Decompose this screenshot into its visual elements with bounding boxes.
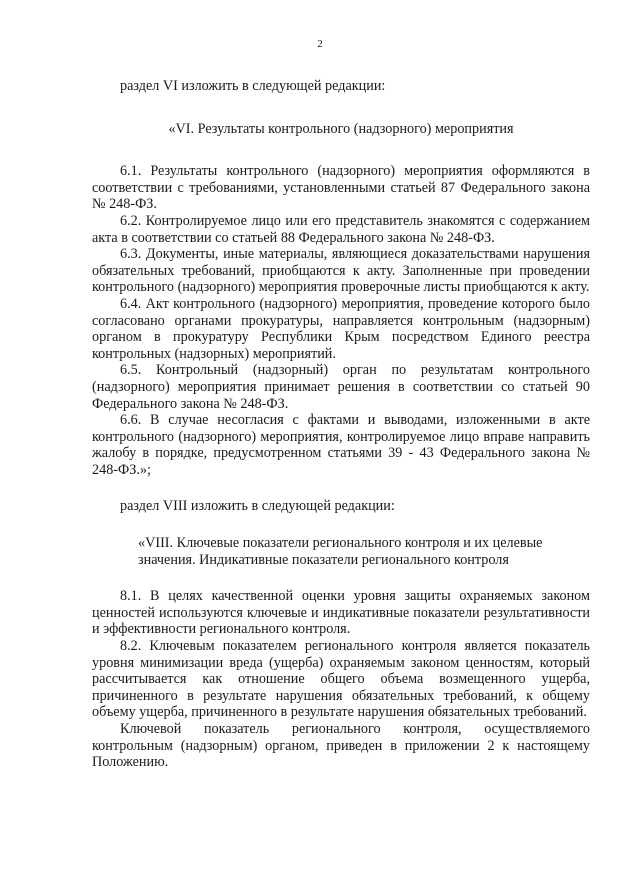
paragraph-6-5: 6.5. Контрольный (надзорный) орган по результатам контрольного (надзорного) мероприятия принимает решения в соответствии со статьей 90 Федерального закона № 248-ФЗ. [92, 362, 590, 412]
section8-intro: раздел VIII изложить в следующей редакции: [120, 498, 395, 515]
paragraph-6-4: 6.4. Акт контрольного (надзорного) мероприятия, проведение которого было согласовано органами прокуратуры, направляется контрольным (надзорным) органом в прокуратуру Республики Крым посредством Единого реестра контрольных (надзорных) мероприятий. [92, 295, 590, 362]
paragraph-6-1: 6.1. Результаты контрольного (надзорного) мероприятия оформляются в соответствии с требованиями, установленными статьей 87 Федерального закона № 248-ФЗ. [92, 163, 590, 213]
paragraph-6-6: 6.6. В случае несогласия с фактами и выводами, изложенными в акте контрольного (надзорного) мероприятия, контролируемое лицо вправе направить жалобу в порядке, предусмотренном статьями 39 - 43 Федерального закона № 248-ФЗ.»; [92, 412, 590, 478]
paragraph-8-1: 8.1. В целях качественной оценки уровня защиты охраняемых законом ценностей используются ключевые и индикативные показатели результативности и эффективности регионального контроля. [92, 588, 590, 638]
paragraph-6-3: 6.3. Документы, иные материалы, являющиеся доказательствами нарушения обязательных требований, приобщаются к акту. Заполненные при проведении контрольного (надзорного) мероприятия проверочные листы приобщаются к акту. [92, 246, 590, 296]
document-body [92, 78, 590, 771]
section6-heading: «VI. Результаты контрольного (надзорного) мероприятия [168, 120, 514, 137]
paragraph-8-2: 8.2. Ключевым показателем регионального контроля является показатель уровня минимизации вреда (ущерба) охраняемым законом ценностям, который рассчитывается как отношение общего объема возмещенного ущерба, причиненного в результате нарушения обязательных требований, к общему объему ущерба, причиненного в результате нарушения обязательных требований. [92, 638, 590, 721]
paragraph-6-2: 6.2. Контролируемое лицо или его представитель знакомятся с содержанием акта в соответствии со статьей 88 Федерального закона № 248-ФЗ. [92, 212, 590, 246]
paragraph-8-3: Ключевой показатель регионального контроля, осуществляемого контрольным (надзорным) органом, приведен в приложении 2 к настоящему Положению. [92, 721, 590, 771]
page-number: 2 [317, 38, 323, 50]
section6-intro: раздел VI изложить в следующей редакции: [120, 78, 386, 94]
section8-heading: «VIII. Ключевые показатели регионального контроля и их целевые значения. Индикативные показатели регионального контроля [138, 535, 543, 568]
